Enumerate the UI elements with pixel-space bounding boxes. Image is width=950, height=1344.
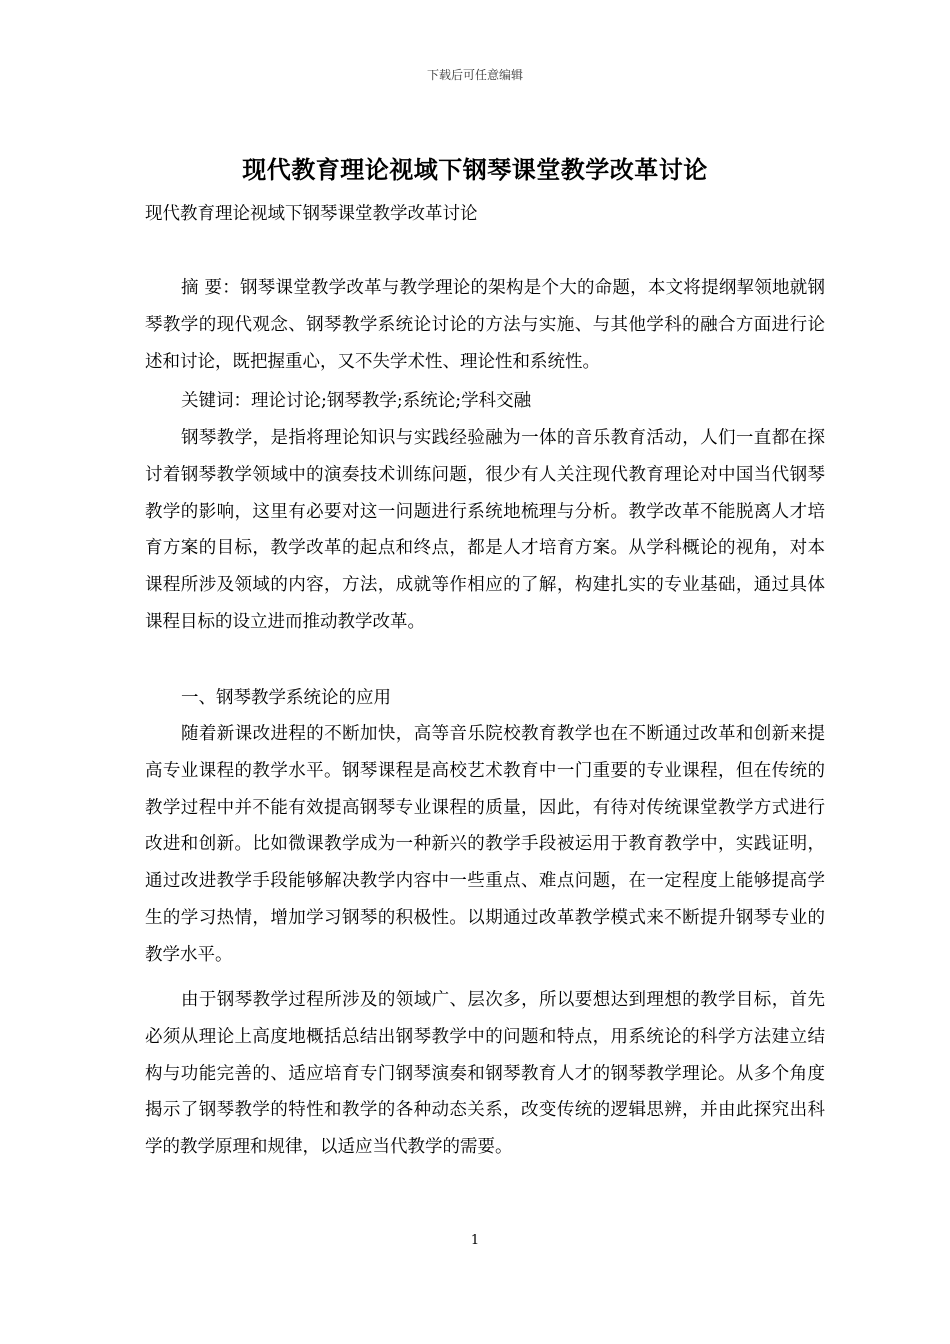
intro-paragraph: 钢琴教学，是指将理论知识与实践经验融为一体的音乐教育活动，人们一直都在探讨着钢琴教学领域中的演奏技术训练问题，很少有人关注现代教育理论对中国当代钢琴教学的影响，这里有必要对这一问题进行系统地梳理与分析。教学改革不能脱离人才培育方案的目标，教学改革的起点和终点，都是人才培育方案。从学科概论的视角，对本课程所涉及领域的内容，方法，成就等作相应的了解，构建扎实的专业基础，通过具体课程目标的设立进而推动教学改革。 bbox=[145, 428, 825, 632]
keywords-line: 关键词：理论讨论;钢琴教学;系统论;学科交融 bbox=[181, 391, 532, 411]
header-note: 下载后可任意编辑 bbox=[426, 68, 523, 82]
body-paragraph: 由于钢琴教学过程所涉及的领域广、层次多，所以要想达到理想的教学目标，首先必须从理论上高度地概括总结出钢琴教学中的问题和特点，用系统论的科学方法建立结构与功能完善的、适应培育专门钢琴演奏和钢琴教育人才的钢琴教学理论。从多个角度揭示了钢琴教学的特性和教学的各种动态关系，改变传统的逻辑思辨，并由此探究出科学的教学原理和规律，以适应当代教学的需要。 bbox=[145, 990, 825, 1158]
page-number: 1 bbox=[470, 1233, 480, 1248]
document-subtitle: 现代教育理论视域下钢琴课堂教学改革讨论 bbox=[145, 204, 478, 224]
body-paragraph: 随着新课改进程的不断加快，高等音乐院校教育教学也在不断通过改革和创新来提高专业课程的教学水平。钢琴课程是高校艺术教育中一门重要的专业课程，但在传统的教学过程中并不能有效提高钢琴专业课程的质量，因此，有待对传统课堂教学方式进行改进和创新。比如微课教学成为一种新兴的教学手段被运用于教育教学中，实践证明，通过改进教学手段能够解决教学内容中一些重点、难点问题，在一定程度上能够提高学生的学习热情，增加学习钢琴的积极性。以期通过改革教学模式来不断提升钢琴专业的教学水平。 bbox=[145, 724, 825, 965]
abstract-paragraph: 摘 要：钢琴课堂教学改革与教学理论的架构是个大的命题，本文将提纲挈领地就钢琴教学的现代观念、钢琴教学系统论讨论的方法与实施、与其他学科的融合方面进行论述和讨论，既把握重心，又不失学术性、理论性和系统性。 bbox=[145, 278, 825, 372]
document-title: 现代教育理论视域下钢琴课堂教学改革讨论 bbox=[242, 156, 708, 184]
section-heading: 一、钢琴教学系统论的应用 bbox=[181, 688, 391, 708]
